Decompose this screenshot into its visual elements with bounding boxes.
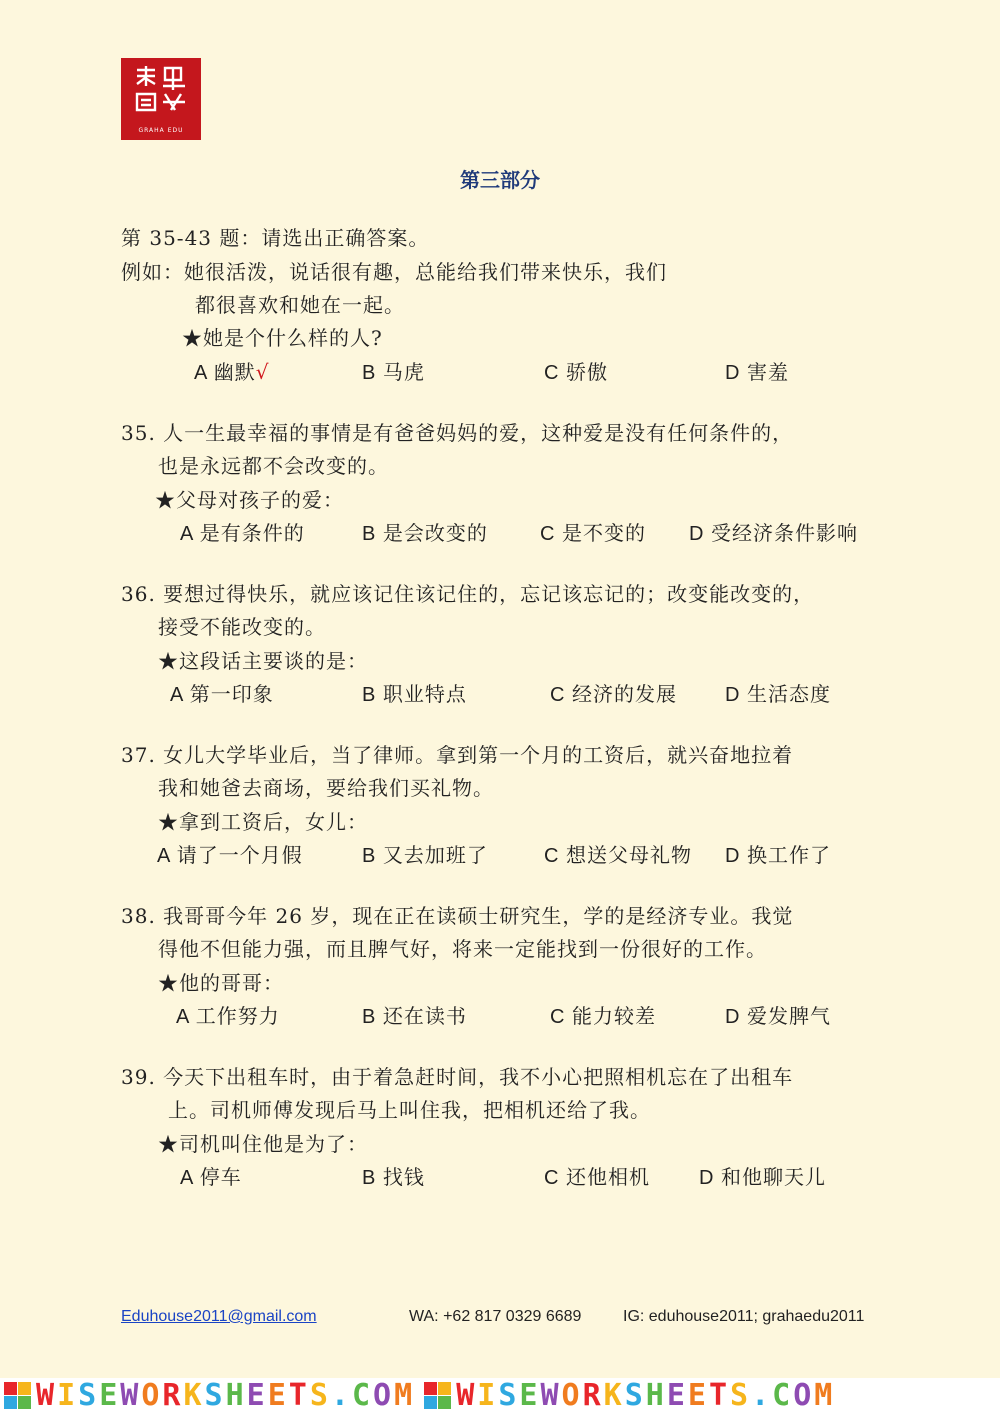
graha-edu-logo [121,58,201,140]
question-36-option-a: A 第一印象 [170,682,274,706]
banner-text: WISEWORKSHEETS.COM [36,1378,416,1413]
banner-unit [0,1378,415,1413]
question-39-option-a: A 停车 [180,1165,242,1189]
question-38-option-d: D 爱发脾气 [725,1004,831,1028]
question-35-option-b: B 是会改变的 [362,521,488,545]
question-39-option-b: B 找钱 [362,1165,425,1189]
question-36-line-1: 36. 要想过得快乐，就应该记住该记住的，忘记该忘记的；改变能改变的， [121,582,815,606]
example-option-c: C 骄傲 [544,360,608,384]
logo-seal-icon [131,64,191,116]
section-title: 第三部分 [460,168,540,192]
question-38-line-1: 38. 我哥哥今年 26 岁，现在正在读硕士研究生，学的是经济专业。我觉 [121,904,794,928]
example-option-b: B 马虎 [362,360,425,384]
question-38-prompt: ★他的哥哥： [158,971,284,995]
question-36-line-2: 接受不能改变的。 [158,615,326,639]
question-37-prompt: ★拿到工资后，女儿： [158,810,368,834]
question-38-line-2: 得他不但能力强，而且脾气好，将来一定能找到一份很好的工作。 [158,937,767,961]
question-39-option-d: D 和他聊天儿 [699,1165,826,1189]
question-36-option-d: D 生活态度 [725,682,831,706]
question-35-option-c: C 是不变的 [540,521,646,545]
option-text: A 幽默 [194,360,256,384]
logo-subtext: GRAHA EDU [138,127,184,134]
question-37-option-c: C 想送父母礼物 [544,843,692,867]
footer-instagram: IG: eduhouse2011; grahaedu2011 [623,1308,865,1325]
question-38-option-c: C 能力较差 [550,1004,656,1028]
example-option-a [194,357,270,388]
question-38-option-b: B 还在读书 [362,1004,467,1028]
example-line-1: 例如：她很活泼，说话很有趣，总能给我们带来快乐，我们 [121,260,667,284]
example-line-2: 都很喜欢和她在一起。 [195,293,405,317]
question-35-prompt: ★父母对孩子的爱： [155,488,344,512]
question-39-prompt: ★司机叫住他是为了： [158,1132,368,1156]
question-35-line-2: 也是永远都不会改变的。 [158,454,389,478]
checkmark-icon: √ [255,360,270,384]
question-37-line-1: 37. 女儿大学毕业后，当了律师。拿到第一个月的工资后，就兴奋地拉着 [121,743,794,767]
question-35-option-d: D 受经济条件影响 [689,521,858,545]
example-option-d: D 害羞 [725,360,789,384]
question-36-option-c: C 经济的发展 [550,682,677,706]
question-35-line-1: 35. 人一生最幸福的事情是有爸爸妈妈的爱，这种爱是没有任何条件的， [121,421,794,445]
question-35-option-a: A 是有条件的 [180,521,305,545]
banner-unit [420,1378,835,1413]
wiseworksheets-banner [0,1378,1000,1413]
question-37-option-b: B 又去加班了 [362,843,488,867]
footer-whatsapp: WA: +62 817 0329 6689 [409,1308,582,1325]
question-38-option-a: A 工作努力 [176,1004,280,1028]
wiseworksheets-logo-icon [424,1382,452,1410]
banner-text: WISEWORKSHEETS.COM [456,1378,836,1413]
question-36-option-b: B 职业特点 [362,682,467,706]
wiseworksheets-logo-icon [4,1382,32,1410]
question-37-line-2: 我和她爸去商场，要给我们买礼物。 [158,776,494,800]
question-37-option-d: D 换工作了 [725,843,831,867]
example-question: ★她是个什么样的人? [182,326,383,350]
footer-email-link[interactable]: Eduhouse2011@gmail.com [121,1308,317,1325]
question-36-prompt: ★这段话主要谈的是： [158,649,368,673]
question-39-option-c: C 还他相机 [544,1165,650,1189]
instructions: 第 35-43 题：请选出正确答案。 [121,226,430,250]
question-39-line-1: 39. 今天下出租车时，由于着急赶时间，我不小心把照相机忘在了出租车 [121,1065,794,1089]
question-39-line-2: 上。司机师傅发现后马上叫住我，把相机还给了我。 [168,1098,651,1122]
question-37-option-a: A 请了一个月假 [157,843,303,867]
